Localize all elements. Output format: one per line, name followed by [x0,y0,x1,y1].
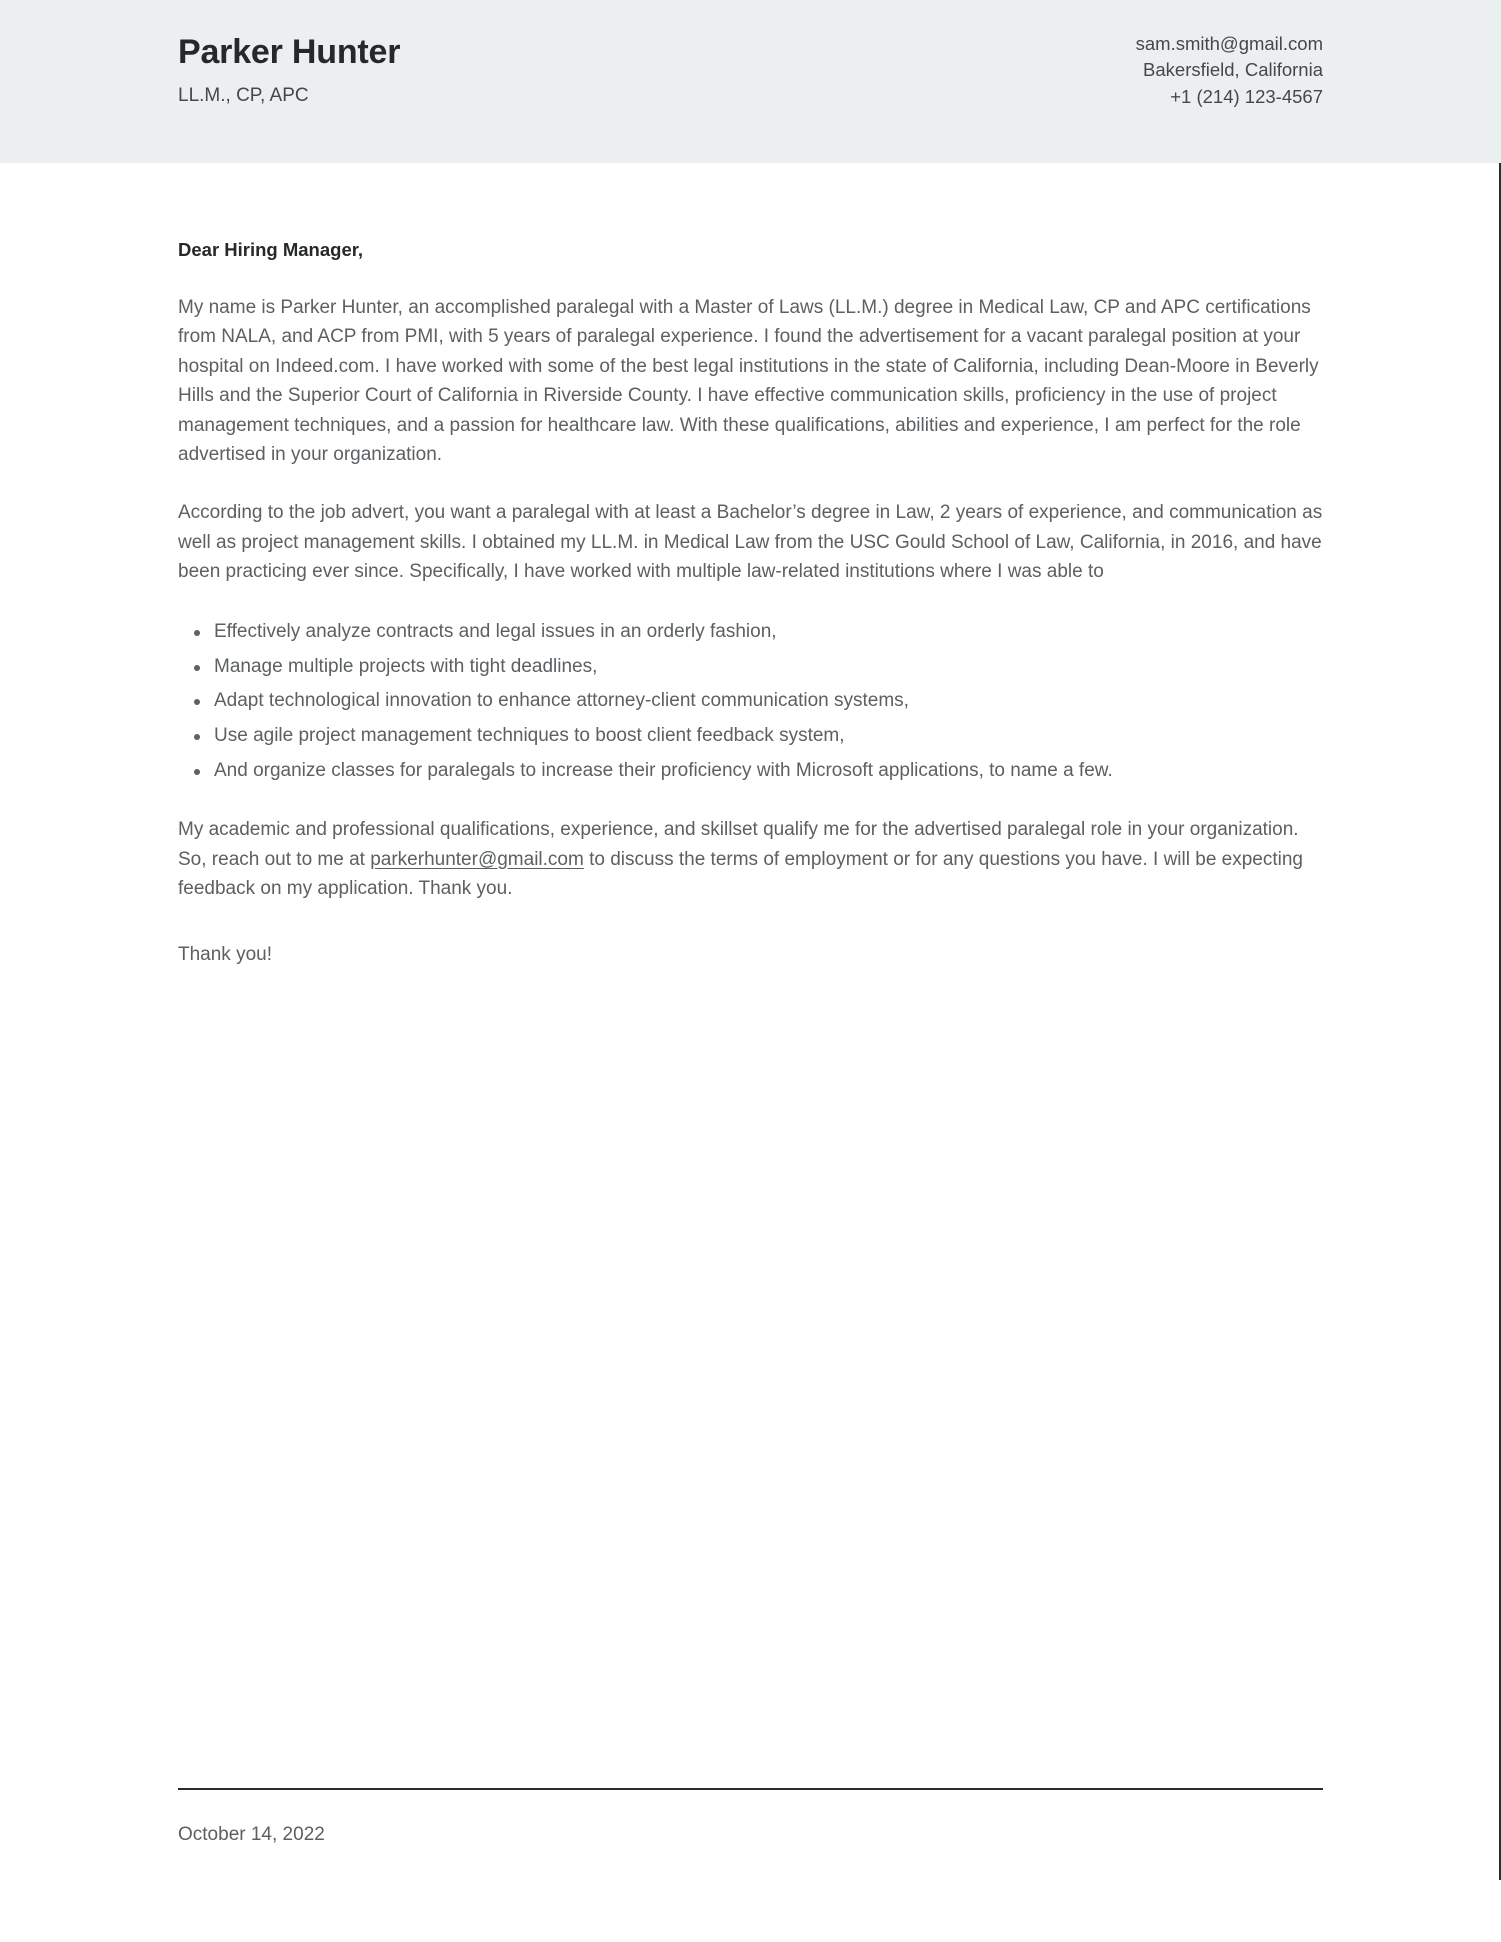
identity-block [178,0,400,108]
letter-body [0,163,1501,970]
candidate-credentials: LL.M., CP, APC [178,84,309,106]
letter-date: October 14, 2022 [178,1824,325,1846]
list-item-label: Effectively analyze contracts and legal issues in an orderly fashion, [214,620,777,642]
list-item-label: Use agile project management techniques to boost client feedback system, [214,725,845,747]
list-item-label: Manage multiple projects with tight deadlines, [214,655,598,677]
list-item [178,757,1323,786]
list-item [178,722,1323,751]
paragraph-call-to-action [178,786,1323,903]
contact-block [1136,0,1323,110]
cta-text-before-link: My academic and professional qualifications, experience, and skillset qualify me for the advertised paralegal role in your organization. So, reach out to me at [178,819,1299,870]
list-item [178,618,1323,647]
contact-location: Bakersfield, California [1143,59,1323,81]
closing-line: Thank you! [178,944,272,966]
candidate-name: Parker Hunter [178,33,401,71]
letter-header [0,0,1501,163]
list-item-label: And organize classes for paralegals to increase their proficiency with Microsoft applications, to name a few. [214,760,1113,782]
paragraph-intro: My name is Parker Hunter, an accomplished paralegal with a Master of Laws (LL.M.) degree in Medical Law, CP and APC certifications from NALA, and ACP from PMI, with 5 years of paralegal experience. I found the advertisement for a vacant paralegal position at your hospital on Indeed.com. I have worked with some of the best legal institutions in the state of California, including Dean-Moore in Beverly Hills and the Superior Court of California in Riverside County. I have effective communication skills, proficiency in the use of project management techniques, and a passion for healthcare law. With these qualifications, abilities and experience, I am perfect for the role advertised in your organization. [178,296,1319,465]
list-item [178,687,1323,716]
list-item-label: Adapt technological innovation to enhance attorney-client communication systems, [214,690,909,712]
email-link[interactable]: parkerhunter@gmail.com [370,848,584,870]
salutation: Dear Hiring Manager, [178,239,364,260]
achievements-list [178,587,1323,786]
contact-email[interactable]: sam.smith@gmail.com [1135,33,1323,54]
list-item [178,653,1323,682]
cta-text-after-link: to discuss the terms of employment or for any questions you have. I will be expecting feedback on my application. Thank you. [178,848,1304,899]
letter-footer [0,1788,1501,1942]
paragraph-qualifications: According to the job advert, you want a paralegal with at least a Bachelor’s degree in Law, 2 years of experience, and communication as well as project management skills. I obtained my LL.M. in Medical Law from the USC Gould School of Law, California, in 2016, and have been practicing ever since. Specifically, I have worked with multiple law-related institutions where I was able to [178,502,1323,583]
contact-phone[interactable]: +1 (214) 123-4567 [1170,85,1323,107]
